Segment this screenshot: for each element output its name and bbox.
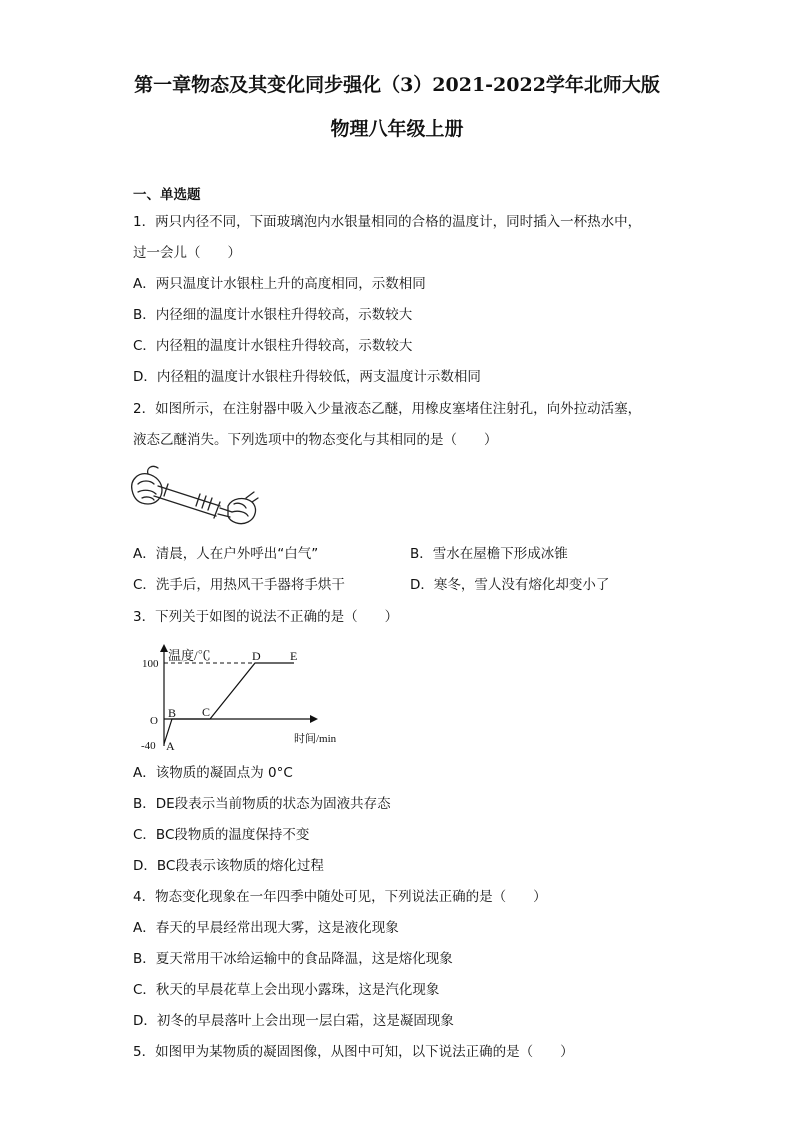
graph-point-e: E — [290, 649, 298, 663]
section-heading: 一、单选题 — [133, 187, 201, 203]
doc-title-line1: 第一章物态及其变化同步强化（3）2021-2022学年北师大版 — [134, 74, 660, 96]
graph-tick-neg40: -40 — [141, 740, 156, 752]
q4-option-d: D．初冬的早晨落叶上会出现一层白霜，这是凝固现象 — [133, 1013, 454, 1029]
graph-point-b: B — [168, 706, 177, 720]
graph-xlabel: 时间/min — [294, 733, 337, 745]
graph-point-a: A — [166, 739, 175, 753]
temperature-time-graph — [138, 644, 354, 756]
q1-option-b: B．内径细的温度计水银柱升得较高，示数较大 — [133, 307, 413, 323]
graph-ylabel: 温度/℃ — [168, 648, 211, 663]
q1-option-c: C．内径粗的温度计水银柱升得较高，示数较大 — [133, 338, 413, 354]
q1-stem-line2: 过一会儿（ ） — [133, 245, 241, 261]
q2-stem-line2: 液态乙醚消失。下列选项中的物态变化与其相同的是（ ） — [133, 432, 498, 448]
q2-option-b: B．雪水在屋檐下形成冰锥 — [410, 546, 568, 562]
q4-stem: 4．物态变化现象在一年四季中随处可见，下列说法正确的是（ ） — [133, 889, 547, 905]
graph-point-d: D — [252, 649, 261, 663]
q1-option-a: A．两只温度计水银柱上升的高度相同，示数相同 — [133, 276, 426, 292]
q3-option-b: B．DE段表示当前物质的状态为固液共存态 — [133, 796, 391, 812]
q3-option-c: C．BC段物质的温度保持不变 — [133, 827, 310, 843]
graph-curve — [164, 663, 294, 744]
q2-option-a: A．清晨，人在户外呼出“白气” — [133, 546, 319, 562]
q3-stem: 3．下列关于如图的说法不正确的是（ ） — [133, 609, 399, 625]
graph-tick-origin: O — [150, 715, 158, 727]
q4-option-b: B．夏天常用干冰给运输中的食品降温，这是熔化现象 — [133, 951, 453, 967]
doc-title-line2: 物理八年级上册 — [330, 118, 464, 140]
q3-option-d: D．BC段表示该物质的熔化过程 — [133, 858, 324, 874]
q1-option-d: D．内径粗的温度计水银柱升得较低，两支温度计示数相同 — [133, 369, 481, 385]
graph-point-c: C — [202, 705, 211, 719]
q4-option-c: C．秋天的早晨花草上会出现小露珠，这是汽化现象 — [133, 982, 440, 998]
graph-x-arrow — [310, 715, 318, 723]
q5-stem: 5．如图甲为某物质的凝固图像，从图中可知，以下说法正确的是（ ） — [133, 1044, 574, 1060]
q2-stem-line1: 2．如图所示，在注射器中吸入少量液态乙醚，用橡皮塞堵住注射孔，向外拉动活塞， — [133, 401, 642, 417]
graph-y-arrow — [160, 644, 168, 652]
graph-tick-100: 100 — [142, 658, 159, 670]
q1-stem-line1: 1．两只内径不同，下面玻璃泡内水银量相同的合格的温度计，同时插入一杯热水中， — [133, 214, 642, 230]
q3-option-a: A．该物质的凝固点为 0°C — [133, 765, 293, 781]
q2-option-c: C．洗手后，用热风干手器将手烘干 — [133, 577, 345, 593]
q4-option-a: A．春天的早晨经常出现大雾，这是液化现象 — [133, 920, 399, 936]
q2-option-d: D．寒冬，雪人没有熔化却变小了 — [410, 577, 610, 593]
syringe-figure — [128, 462, 260, 528]
